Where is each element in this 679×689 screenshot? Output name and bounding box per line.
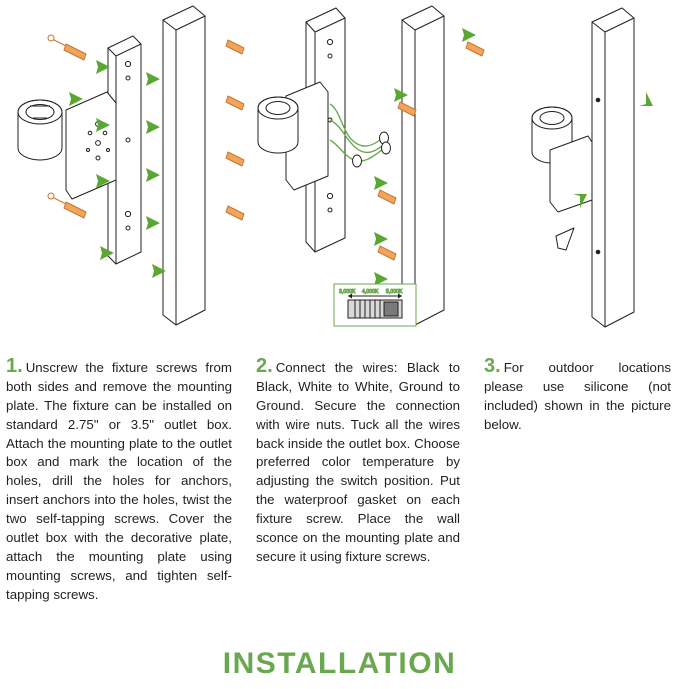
screw-upper-left <box>48 35 86 60</box>
screw-right-2 <box>226 96 244 110</box>
screw-lower-left <box>48 193 86 218</box>
step-1 <box>0 356 244 604</box>
step-1-text: Unscrew the fixture screws from both sides and remove the mounting plate. The fixture can be installed on standard 2.75" or 3.5" outlet box. Attach the mounting plate to the outlet box and mark the location of the holes, drill the holes for anchors, insert anchors into the holes, twist the two self-tapping screws. Cover the outlet box with the decorative plate, attach the mounting plate using mounting screws, and tighten self-tapping screws. <box>6 360 232 602</box>
step-1-number: 1. <box>6 355 23 377</box>
sconce-body <box>163 6 205 325</box>
wall-plate-3 <box>550 136 592 212</box>
screw-p2-1 <box>466 42 484 56</box>
step-3 <box>472 356 679 604</box>
screw-p2-3 <box>378 190 396 204</box>
color-temperature-switch <box>334 284 416 326</box>
ct-option-3000k: 3,000K <box>339 289 356 295</box>
outlet-box <box>18 100 62 160</box>
illustration-step-1 <box>0 0 256 350</box>
illustration-step-3 <box>488 0 679 350</box>
sconce-body-3 <box>592 8 634 327</box>
screw-right-4 <box>226 206 244 220</box>
step-3-text: For outdoor locations please use silicone (not included) shown in the picture below. <box>484 360 671 432</box>
ct-option-4000k: 4,000K <box>362 289 379 295</box>
mounting-plate <box>66 92 116 199</box>
screw-p2-4 <box>378 246 396 260</box>
sconce-body-2 <box>402 6 444 325</box>
page-title: INSTALLATION <box>222 647 457 680</box>
step-2 <box>244 356 472 604</box>
silicone-nozzle <box>556 228 574 250</box>
ct-option-5000k: 5,000K <box>386 289 403 295</box>
screw-right-3 <box>226 152 244 166</box>
screw-right-1 <box>226 40 244 54</box>
outlet-box-2 <box>258 97 298 153</box>
steps-row <box>0 356 679 604</box>
step-3-number: 3. <box>484 355 501 377</box>
illustration-step-2 <box>256 0 488 350</box>
step-2-text: Connect the wires: Black to Black, White to White, Ground to Ground. Secure the connection with wire nuts. Tuck all the wires back inside the outlet box. Choose preferred color temperature by adjusting the switch position. Put the waterproof gasket on each fixture screw. Place the wall sconce on the mounting plate and secure it using fixture screws. <box>256 360 460 564</box>
step-2-number: 2. <box>256 355 273 377</box>
